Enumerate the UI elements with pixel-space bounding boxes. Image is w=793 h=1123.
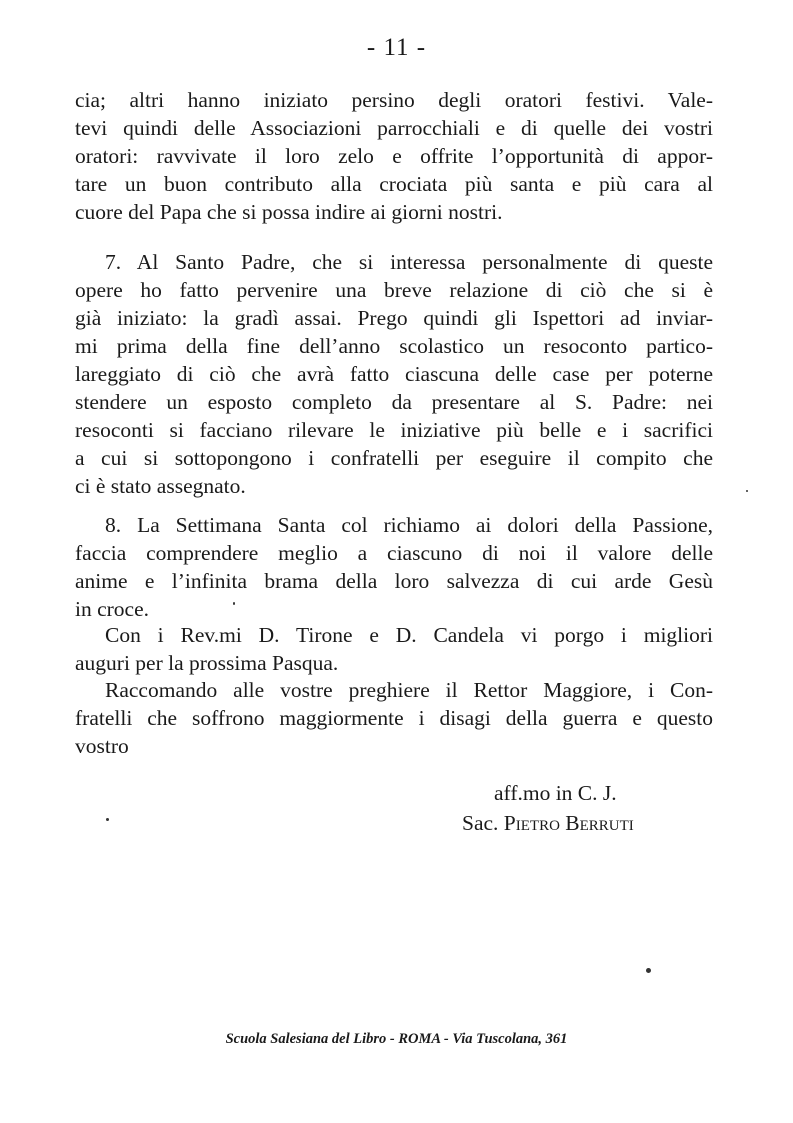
text-line: ci è stato assegnato. — [75, 474, 246, 498]
text-line: 8. La Settimana Santa col richiamo ai dolori della Passione, — [105, 513, 713, 537]
paragraph-3 — [75, 511, 713, 623]
text-line: faccia comprendere meglio a ciascuno di noi il valore delle — [75, 541, 713, 565]
printer-imprint: Scuola Salesiana del Libro - ROMA - Via Tuscolana, 361 — [225, 1031, 568, 1047]
signature-closing: aff.mo in C. J. — [494, 781, 617, 805]
paragraph-1 — [75, 86, 713, 226]
paragraph-4 — [75, 621, 713, 677]
text-line: anime e l’infinita brama della loro salvezza di cui arde Gesù — [75, 569, 713, 593]
text-line: mi prima della fine dell’anno scolastico un resoconto partico- — [75, 334, 713, 358]
scan-speck — [646, 968, 651, 973]
page-number: - 11 - — [366, 34, 427, 61]
text-line: cia; altri hanno iniziato persino degli oratori festivi. Vale- — [75, 88, 713, 112]
text-line: in croce. — [75, 597, 150, 621]
text-line: stendere un esposto completo da presentare al S. Padre: nei — [75, 390, 713, 414]
scan-speck — [106, 818, 109, 821]
text-line: Con i Rev.mi D. Tirone e D. Candela vi porgo i migliori — [105, 623, 713, 647]
scan-speck — [746, 490, 748, 492]
text-line: opere ho fatto pervenire una breve relazione di ciò che si è — [75, 278, 713, 302]
text-line: già iniziato: la gradì assai. Prego quindi gli Ispettori ad inviar- — [75, 306, 713, 330]
text-line: lareggiato di ciò che avrà fatto ciascuna delle case per poterne — [75, 362, 713, 386]
scan-speck — [233, 602, 235, 605]
text-line: oratori: ravvivate il loro zelo e offrite l’opportunità di appor- — [75, 144, 713, 168]
paragraph-5 — [75, 676, 713, 760]
text-line: resoconti si facciano rilevare le iniziative più belle e i sacrifici — [75, 418, 713, 442]
text-line: tare un buon contributo alla crociata più santa e più cara al — [75, 172, 713, 196]
text-line: cuore del Papa che si possa indire ai giorni nostri. — [75, 200, 503, 224]
text-line: 7. Al Santo Padre, che si interessa personalmente di queste — [105, 250, 713, 274]
signature-name: Pietro Berruti — [503, 811, 634, 835]
text-line: auguri per la prossima Pasqua. — [75, 651, 339, 675]
signature-title: Sac. — [462, 811, 499, 835]
text-line: Raccomando alle vostre preghiere il Rettor Maggiore, i Con- — [105, 678, 713, 702]
paragraph-2 — [75, 248, 713, 500]
signature-block — [462, 778, 634, 838]
text-line: a cui si sottopongono i confratelli per eseguire il compito che — [75, 446, 713, 470]
text-line: vostro — [75, 734, 129, 758]
signature-name-line — [462, 808, 634, 838]
text-line: tevi quindi delle Associazioni parrocchiali e di quelle dei vostri — [75, 116, 713, 140]
text-line: fratelli che soffrono maggiormente i disagi della guerra e questo — [75, 706, 713, 730]
